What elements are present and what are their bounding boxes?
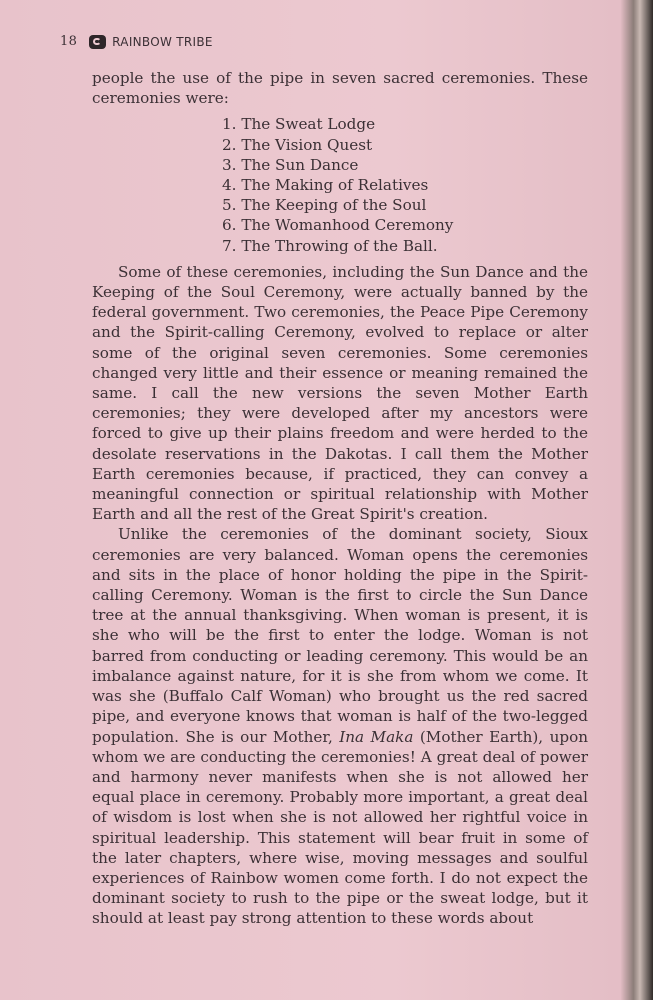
list-item: 1. The Sweat Lodge xyxy=(222,115,376,134)
list-item: 2. The Vision Quest xyxy=(222,135,373,154)
paragraph-banned-ceremonies: Some of these ceremonies, including the Sun Dance and the Keeping of the Soul Ceremony, were actually banned by the federal government. Two ceremonies, the Peace Pipe Ceremony and the Spirit-calling Ceremony, evolved to replace or alter some of the original seven ceremonies. Some ceremonies changed very little and their essence or meaning remained the same. I call the new versions the seven Mother Earth ceremonies; they were developed after my ancestors were forced to give up their plains freedom and were herded to the desolate reservations in the Dakotas. I call them the Mother Earth ceremonies because, if practiced, they can convey a meaningful connection or spiritual relationship with Mother Earth and all the rest of the Great Spirit's creation. xyxy=(92,262,588,524)
running-title: RAINBOW TRIBE xyxy=(112,34,213,49)
ceremony-list xyxy=(92,114,588,255)
list-item: 3. The Sun Dance xyxy=(222,155,359,174)
list-item: 6. The Womanhood Ceremony xyxy=(222,216,454,235)
page-header xyxy=(60,34,213,49)
ina-maka-term: Ina Maka xyxy=(339,727,414,746)
intro-paragraph: people the use of the pipe in seven sacred ceremonies. These ceremonies were: xyxy=(92,69,588,108)
list-item: 4. The Making of Relatives xyxy=(222,176,429,195)
paragraph-text: Unlike the ceremonies of the dominant society, Sioux ceremonies are very balanced. Woman opens the ceremonies and sits in the place of honor holding the pipe in the Spirit-calling Ceremony. Woman is the first to circle the Sun Dance tree at the annual thanksgiving. When woman is present, it is she who will be the first to enter the lodge. Woman is not barred from conducting or leading ceremony. This would be an imbalance against nature, for it is she from whom we come. It was she (Buffalo Calf Woman) who brought us the red sacred pipe, and everyone knows that woman is half of the two-legged population. She is our Mother, xyxy=(92,525,588,746)
page-body xyxy=(92,68,588,929)
paragraph-text: (Mother Earth), upon whom we are conducting the ceremonies! A great deal of power and harmony never manifests when she is not allowed her equal place in ceremony. Probably more important, a great deal of wisdom is lost when she is not allowed her rightful voice in spiritual leadership. This statement will bear fruit in some of the later chapters, where wise, moving messages and soulful experiences of Rainbow women come forth. I do not expect the dominant society to rush to the pipe or the sweat lodge, but it should at least pay strong attention to these words about xyxy=(92,727,588,928)
page-number: 18 xyxy=(60,34,78,49)
list-item: 5. The Keeping of the Soul xyxy=(222,196,427,215)
list-item: 7. The Throwing of the Ball. xyxy=(222,236,438,255)
paragraph-balanced-ceremonies xyxy=(92,524,588,928)
rainbow-tribe-logo-icon xyxy=(89,35,106,49)
